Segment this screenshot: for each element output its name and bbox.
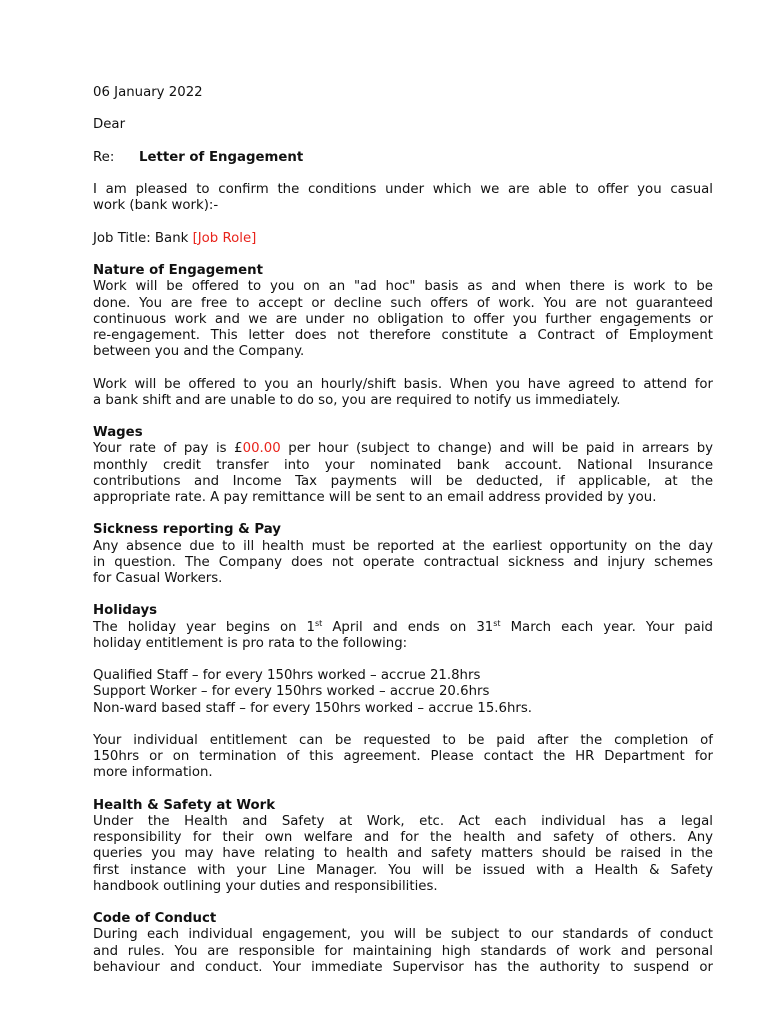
holiday-year-line (93, 620, 713, 636)
paragraph-line: Any absence due to ill health must be reported at the earliest opportunity on the day (93, 538, 713, 554)
re-label: Re: (93, 149, 115, 165)
section-heading-holidays: Holidays (93, 603, 158, 619)
section-heading-wages: Wages (93, 425, 143, 441)
paragraph-line: monthly credit transfer into your nominated bank account. National Insurance (93, 457, 713, 473)
paragraph-line: and rules. You are responsible for maintaining high standards of work and personal (93, 943, 713, 959)
paragraph-line: done. You are free to accept or decline such offers of work. You are not guaranteed (93, 295, 713, 311)
section-heading-health-safety: Health & Safety at Work (93, 797, 276, 813)
paragraph-line: Your individual entitlement can be requested to be paid after the completion of (93, 732, 713, 748)
section-heading-conduct: Code of Conduct (93, 911, 217, 927)
paragraph-line: Work will be offered to you an hourly/shift basis. When you have agreed to attend for (93, 376, 713, 392)
re-subject: Letter of Engagement (139, 149, 304, 165)
paragraph-line: for Casual Workers. (93, 570, 223, 586)
paragraph-line: between you and the Company. (93, 344, 305, 360)
paragraph-line: 150hrs or on termination of this agreement. Please contact the HR Department for (93, 749, 713, 765)
paragraph-line: Under the Health and Safety at Work, etc. Act each individual has a legal (93, 813, 713, 829)
paragraph-line: first instance with your Line Manager. You will be issued with a Health & Safety (93, 862, 713, 878)
paragraph-line: During each individual engagement, you will be subject to our standards of conduct (93, 927, 713, 943)
holiday-text: March each year. Your paid (500, 619, 713, 635)
paragraph-line: responsibility for their own welfare and for the health and safety of others. Any (93, 830, 713, 846)
rate-value: 00.00 (242, 441, 281, 457)
intro-line: I am pleased to confirm the conditions under which we are able to offer you casual (93, 182, 713, 198)
section-heading-sickness: Sickness reporting & Pay (93, 522, 281, 538)
job-title-prefix: Job Title: Bank (93, 230, 193, 246)
holiday-text: April and ends on 31 (322, 619, 494, 635)
paragraph-line: behaviour and conduct. Your immediate Supervisor has the authority to suspend or (93, 959, 713, 975)
paragraph-line: in question. The Company does not operate contractual sickness and injury schemes (93, 554, 713, 570)
accrual-line: Qualified Staff – for every 150hrs worked – accrue 21.8hrs (93, 668, 481, 684)
paragraph-line: continuous work and we are under no obligation to offer you further engagements or (93, 311, 713, 327)
paragraph-line: a bank shift and are unable to do so, you are required to notify us immediately. (93, 392, 621, 408)
paragraph-line: Work will be offered to you on an "ad hoc" basis as and when there is work to be (93, 279, 713, 295)
subject-line (93, 150, 713, 166)
paragraph-line: handbook outlining your duties and responsibilities. (93, 878, 438, 894)
paragraph-line: holiday entitlement is pro rata to the following: (93, 635, 408, 651)
holiday-text: The holiday year begins on 1 (93, 619, 315, 635)
job-title (93, 231, 713, 247)
letter-page (93, 85, 713, 976)
paragraph-line: contributions and Income Tax payments will be deducted, if applicable, at the (93, 473, 713, 489)
rate-prefix: Your rate of pay is £ (93, 441, 243, 457)
ordinal-suffix: st (315, 618, 323, 628)
accrual-line: Non-ward based staff – for every 150hrs worked – accrue 15.6hrs. (93, 700, 533, 716)
paragraph-line: queries you may have relating to health and safety matters should be raised in the (93, 846, 713, 862)
job-role-placeholder: [Job Role] (192, 230, 257, 246)
salutation: Dear (93, 117, 126, 133)
rate-suffix: per hour (subject to change) and will be paid in arrears by (280, 441, 713, 457)
intro-line: work (bank work):- (93, 198, 219, 214)
paragraph-line: re-engagement. This letter does not therefore constitute a Contract of Employment (93, 327, 713, 343)
wages-rate-line (93, 441, 713, 457)
accrual-line: Support Worker – for every 150hrs worked – accrue 20.6hrs (93, 684, 490, 700)
section-heading-nature: Nature of Engagement (93, 263, 263, 279)
ordinal-suffix: st (493, 618, 501, 628)
paragraph-line: appropriate rate. A pay remittance will be sent to an email address provided by you. (93, 489, 657, 505)
paragraph-line: more information. (93, 765, 213, 781)
letter-date: 06 January 2022 (93, 85, 203, 100)
